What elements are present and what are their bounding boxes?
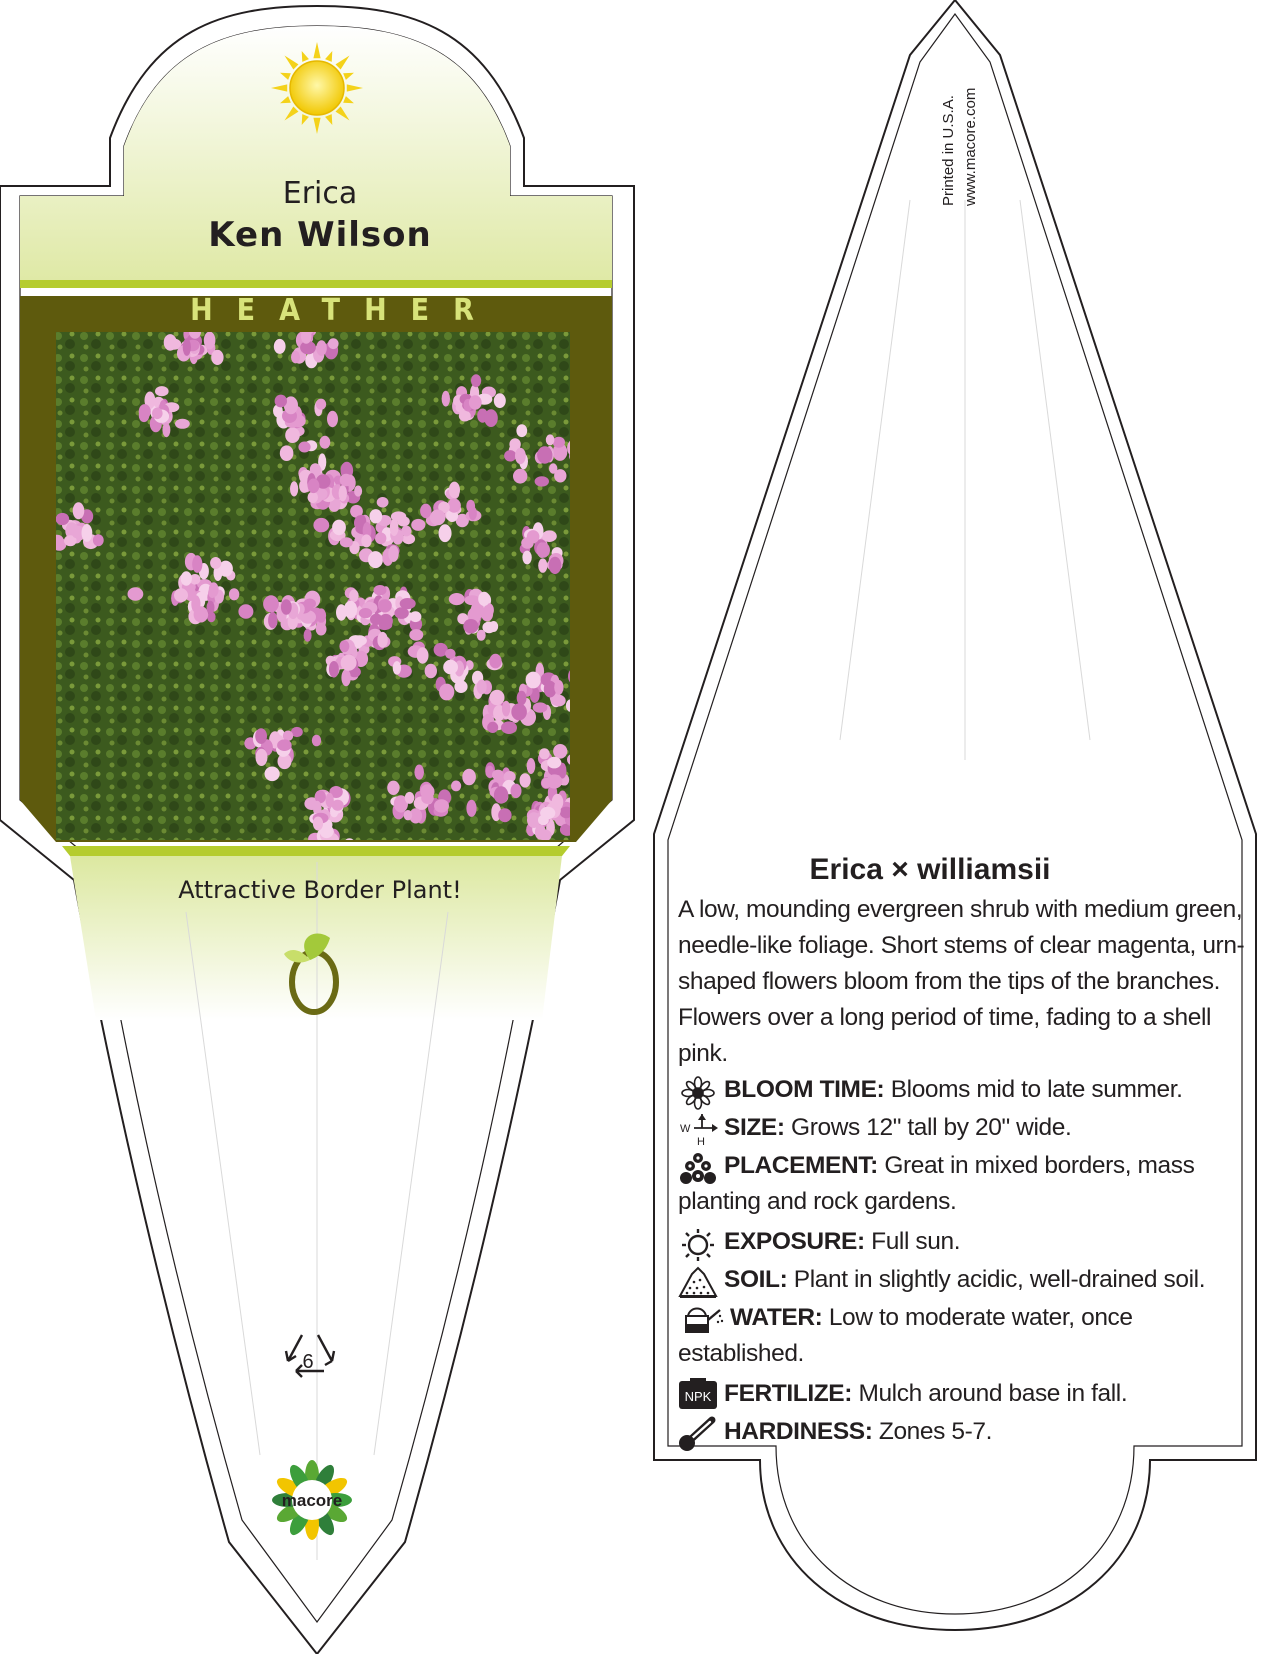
heather-bloom xyxy=(265,767,280,782)
heather-bloom xyxy=(439,684,454,701)
heather-bloom xyxy=(340,474,353,487)
heather-bloom xyxy=(547,757,561,769)
heather-bloom xyxy=(387,781,399,795)
heather-photo xyxy=(51,308,584,863)
heather-bloom xyxy=(174,588,188,602)
heather-bloom xyxy=(320,436,331,449)
brand-name: macore xyxy=(281,1491,343,1510)
hardiness-label: HARDINESS: xyxy=(724,1418,873,1445)
water-label: WATER: xyxy=(730,1304,823,1331)
heather-bloom xyxy=(290,481,298,496)
soil-label: SOIL: xyxy=(724,1266,788,1293)
heather-bloom xyxy=(471,374,481,387)
heather-bloom xyxy=(549,557,562,574)
heather-bloom xyxy=(191,595,200,612)
heather-bloom xyxy=(535,825,546,840)
heather-bloom xyxy=(175,419,190,429)
placement-icon xyxy=(678,1152,718,1186)
heather-bloom xyxy=(274,339,286,354)
heather-bloom xyxy=(463,619,478,633)
heather-bloom xyxy=(339,640,349,652)
heather-bloom xyxy=(211,350,223,365)
heather-bloom xyxy=(425,664,437,678)
npk-icon-text: NPK xyxy=(684,1389,712,1404)
heather-bloom xyxy=(388,545,398,562)
heather-bloom xyxy=(340,537,353,547)
heather-bloom xyxy=(420,504,431,519)
heather-bloom xyxy=(375,532,386,544)
description: A low, mounding evergreen shrub with medium green, needle-like foliage. Short stems of clear magenta, urn-shaped flowers bloom from the tips of the branches. Flowers over a long period of time, fading to a shell pink. xyxy=(678,896,1245,1067)
heather-bloom xyxy=(328,338,339,349)
heather-bloom xyxy=(285,427,300,443)
heather-bloom xyxy=(341,655,357,671)
heather-bloom xyxy=(370,614,383,625)
heather-bloom xyxy=(469,395,482,410)
heather-bloom xyxy=(164,334,177,351)
heather-bloom xyxy=(536,542,550,557)
bloom-time-label: BLOOM TIME: xyxy=(724,1076,885,1103)
heather-bloom xyxy=(152,408,163,420)
heather-bloom xyxy=(341,669,350,686)
cultivar-name: Ken Wilson xyxy=(208,215,432,255)
heather-bloom xyxy=(263,595,279,612)
heather-bloom xyxy=(204,332,216,350)
hardiness-row xyxy=(678,1414,1238,1450)
heather-bloom xyxy=(256,749,268,766)
soil-row xyxy=(678,1262,1238,1298)
heather-bloom xyxy=(209,582,219,597)
size-icon-w: W xyxy=(680,1123,691,1135)
heather-bloom xyxy=(462,769,476,786)
fertilize-value: Mulch around base in fall. xyxy=(858,1380,1128,1407)
heather-bloom xyxy=(308,479,320,494)
npk-icon xyxy=(678,1378,718,1412)
printed-in-usa: Printed in U.S.A. xyxy=(940,95,957,206)
heather-bloom xyxy=(275,395,287,408)
heather-bloom xyxy=(378,599,392,612)
heather-bloom xyxy=(484,409,498,427)
heather-bloom xyxy=(316,340,327,356)
heather-bloom xyxy=(414,765,424,780)
watering-can-icon xyxy=(678,1302,724,1338)
heather-bloom xyxy=(127,587,143,601)
heather-bloom xyxy=(229,588,239,600)
heather-bloom xyxy=(443,660,458,675)
exposure-row xyxy=(678,1224,1238,1260)
heather-bloom xyxy=(409,629,423,641)
fertilize-label: FERTILIZE: xyxy=(724,1380,853,1407)
heather-bloom xyxy=(527,758,536,774)
heather-bloom xyxy=(316,623,327,636)
heather-bloom xyxy=(374,585,387,595)
soil-value: Plant in slightly acidic, well-drained soil. xyxy=(793,1266,1206,1293)
heather-bloom xyxy=(490,690,505,706)
heather-bloom xyxy=(410,611,422,622)
heather-bloom xyxy=(352,635,367,646)
heather-bloom xyxy=(487,722,498,733)
heather-bloom xyxy=(430,510,446,526)
heather-bloom xyxy=(162,423,170,438)
heather-bloom xyxy=(520,773,531,787)
heather-bloom xyxy=(207,601,215,614)
heather-bloom xyxy=(502,701,510,717)
heather-bloom xyxy=(336,604,347,620)
heather-bloom xyxy=(369,509,382,523)
heather-bloom xyxy=(513,469,527,484)
heather-bloom xyxy=(377,497,389,508)
heather-bloom xyxy=(313,518,329,532)
soil-icon xyxy=(678,1266,718,1300)
fertilize-row xyxy=(678,1376,1238,1412)
heather-bloom xyxy=(281,599,292,615)
heather-bloom xyxy=(181,571,192,586)
heather-bloom xyxy=(494,393,506,408)
heather-bloom xyxy=(553,744,567,759)
size-icon-h: H xyxy=(697,1136,705,1148)
heather-bloom xyxy=(238,604,253,619)
genus-name: Erica xyxy=(282,176,358,211)
heather-bloom xyxy=(368,551,383,568)
heather-bloom xyxy=(542,530,557,542)
heather-bloom xyxy=(511,784,522,799)
heather-bloom xyxy=(434,799,449,812)
heather-bloom xyxy=(538,815,549,825)
heather-bloom xyxy=(312,735,321,747)
heather-bloom xyxy=(405,792,415,804)
heather-bloom xyxy=(535,476,549,486)
botanical-name: Erica × williamsii xyxy=(809,853,1051,886)
heather-bloom xyxy=(329,661,339,678)
heather-bloom xyxy=(449,593,465,605)
heather-bloom xyxy=(401,526,411,537)
heather-bloom xyxy=(326,793,334,807)
heather-bloom xyxy=(517,691,527,705)
heather-bloom xyxy=(93,534,104,546)
heather-bloom xyxy=(417,647,429,663)
heather-bloom xyxy=(393,661,401,675)
heather-bloom xyxy=(304,629,312,642)
heather-bloom xyxy=(489,654,501,669)
heather-bloom xyxy=(404,810,413,820)
heather-bloom xyxy=(526,672,541,689)
heather-bloom xyxy=(298,442,310,453)
heather-bloom xyxy=(359,608,372,618)
water-row xyxy=(678,1300,1238,1372)
exposure-value: Full sun. xyxy=(871,1228,961,1255)
heather-bloom xyxy=(515,448,526,464)
heather-bloom xyxy=(445,649,456,659)
size-label: SIZE: xyxy=(724,1114,785,1141)
hardiness-value: Zones 5-7. xyxy=(878,1418,993,1445)
heather-bloom xyxy=(546,434,555,445)
heather-bloom xyxy=(349,590,359,603)
heather-bloom xyxy=(377,632,387,648)
heather-bloom xyxy=(501,721,517,734)
heather-bloom xyxy=(411,519,425,531)
heather-bloom xyxy=(277,739,292,751)
website: www.macore.com xyxy=(962,87,979,206)
heather-bloom xyxy=(477,680,487,695)
heather-bloom xyxy=(478,592,490,606)
heather-bloom xyxy=(449,482,460,499)
heather-bloom xyxy=(280,445,294,461)
heather-bloom xyxy=(139,404,151,419)
heather-bloom xyxy=(82,524,93,542)
exposure-label: EXPOSURE: xyxy=(724,1228,865,1255)
placement-value: Great in mixed borders, mass planting and rock gardens. xyxy=(678,1152,1195,1215)
heather-bloom xyxy=(332,520,346,536)
heather-bloom xyxy=(477,630,486,641)
bloom-time-value: Blooms mid to late summer. xyxy=(890,1076,1183,1103)
size-value: Grows 12" tall by 20" wide. xyxy=(791,1114,1072,1141)
heather-bloom xyxy=(155,386,169,396)
flower-icon xyxy=(678,1076,718,1110)
placement-row xyxy=(678,1148,1238,1220)
heather-bloom xyxy=(541,778,551,789)
heather-bloom xyxy=(466,500,475,513)
heather-bloom xyxy=(537,446,552,463)
heather-bloom xyxy=(538,558,547,572)
heather-bloom xyxy=(308,492,318,504)
heather-bloom xyxy=(400,598,416,609)
heather-bloom xyxy=(56,513,70,525)
heather-bloom xyxy=(539,748,550,759)
heather-bloom xyxy=(554,680,563,695)
heather-bloom xyxy=(421,793,434,804)
heather-bloom xyxy=(316,399,326,410)
heather-bloom xyxy=(210,557,221,569)
heather-bloom xyxy=(339,485,347,501)
size-icon xyxy=(678,1114,720,1148)
heather-bloom xyxy=(511,703,527,720)
sun-icon xyxy=(271,42,363,134)
heather-bloom xyxy=(554,469,566,482)
heather-bloom xyxy=(553,437,565,448)
heather-bloom xyxy=(397,516,410,526)
size-row xyxy=(678,1110,1238,1146)
heather-bloom xyxy=(489,621,498,632)
common-name: HEATHER xyxy=(190,293,498,328)
heather-bloom xyxy=(466,800,476,817)
heather-bloom xyxy=(268,612,277,628)
heather-bloom xyxy=(498,808,511,822)
tagline: Attractive Border Plant! xyxy=(178,876,462,904)
heather-bloom xyxy=(291,351,300,364)
heather-bloom xyxy=(192,555,202,573)
thermometer-icon xyxy=(678,1416,718,1452)
heather-bloom xyxy=(492,770,504,781)
sun-outline-icon xyxy=(678,1228,718,1262)
heather-bloom xyxy=(327,411,338,427)
heather-bloom xyxy=(72,525,81,538)
heather-bloom xyxy=(459,411,471,422)
heather-bloom xyxy=(494,786,508,803)
heather-bloom xyxy=(361,534,371,547)
heather-bloom xyxy=(522,551,531,565)
resin-code: 6 xyxy=(302,1351,314,1373)
heather-bloom xyxy=(527,530,540,543)
heather-bloom xyxy=(183,338,191,356)
heather-bloom xyxy=(451,781,461,792)
heather-bloom xyxy=(533,702,548,712)
water-value: Low to moderate water, once established. xyxy=(678,1304,1133,1367)
heather-bloom xyxy=(442,391,450,407)
heather-bloom xyxy=(504,450,516,461)
bloom-time-row xyxy=(678,1072,1238,1108)
heather-bloom xyxy=(73,502,85,519)
heather-bloom xyxy=(313,817,323,831)
heather-bloom xyxy=(255,728,267,744)
heather-bloom xyxy=(454,680,467,693)
placement-label: PLACEMENT: xyxy=(724,1152,878,1179)
heather-bloom xyxy=(516,424,527,437)
heather-bloom xyxy=(439,524,452,542)
heather-bloom xyxy=(354,486,362,497)
